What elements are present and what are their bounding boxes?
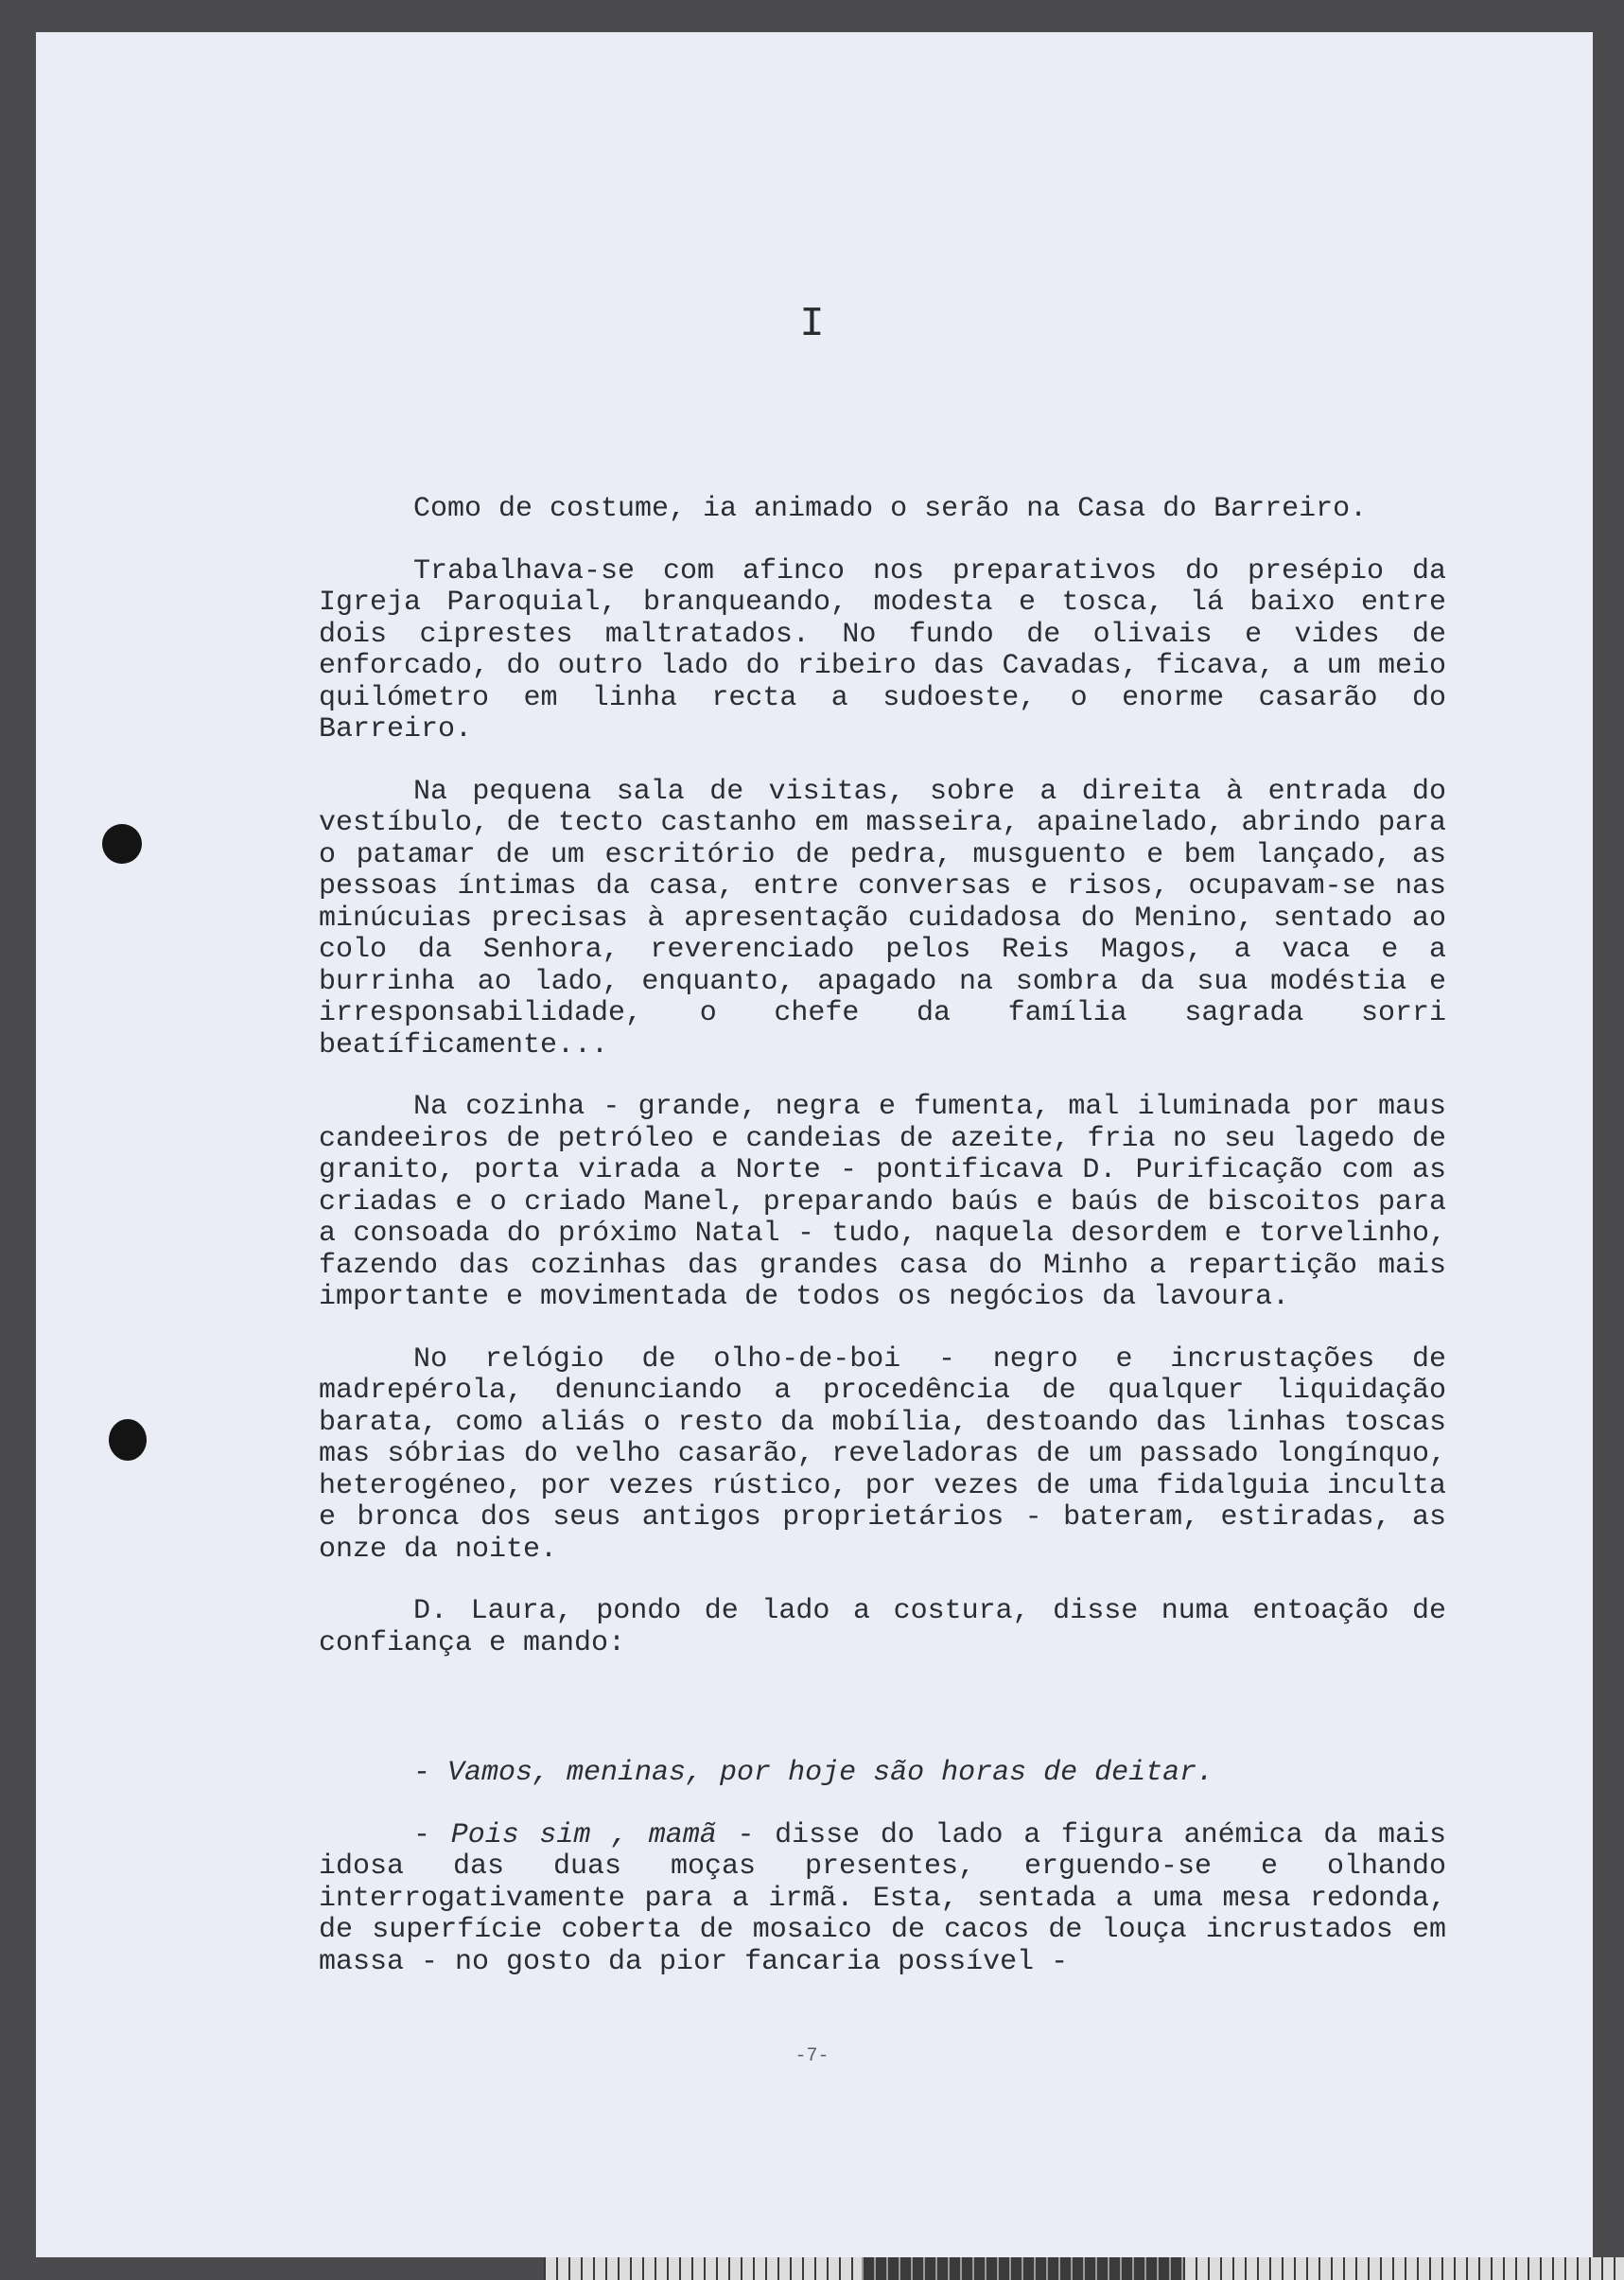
chapter-heading: I — [799, 301, 825, 348]
paragraph-1: Como de costume, ia animado o serão na Casa do Barreiro. — [413, 493, 1368, 525]
scan-ruler — [544, 2257, 1624, 2280]
paragraph-7 — [319, 1820, 1446, 1979]
dialog-line: - Vamos, meninas, por hoje são horas de deitar. — [413, 1757, 1214, 1789]
punch-hole-bottom — [109, 1419, 147, 1461]
paragraph-5: No relógio de olho-de-boi - negro e incrustações de madrepérola, denunciando a procedência de qualquer liquidação barata, como aliás o resto da mobília, destoando das linhas toscas mas sóbrias do velho casarão, reveladoras de um passado longínquo, heterogéneo, por vezes rústico, por vezes de uma fidalguia inculta e bronca dos seus antigos proprietários - bateram, estiradas, as onze da noite. — [319, 1342, 1446, 1566]
paragraph-7-italic: Pois sim , mamã — [450, 1818, 717, 1851]
paragraph-7-rest: - disse do lado a figura anémica da mais idosa das duas moças presentes, erguendo-se e olhando interrogativamente para a irmã. Esta, sentada a uma mesa redonda, de superfície coberta de mosaico de cacos de louça incrustados em massa - no gosto da pior fancaria possível - — [319, 1818, 1446, 1978]
paragraph-3: Na pequena sala de visitas, sobre a direita à entrada do vestíbulo, de tecto castanho em masseira, apainelado, abrindo para o patamar de um escritório de pedra, musguento e bem lançado, as pessoas íntimas da casa, entre conversas e risos, ocupavam-se nas minúcuias precisas à apresentação cuidadosa do Menino, sentado ao colo da Senhora, reverenciado pelos Reis Magos, a vaca e a burrinha ao lado, enquanto, apagado na sombra da sua modéstia e irresponsabilidade, o chefe da família sagrada sorri beatíficamente... — [319, 775, 1446, 1061]
punch-hole-top — [102, 824, 142, 864]
paragraph-7-prefix: - — [413, 1818, 451, 1851]
paragraph-4: Na cozinha - grande, negra e fumenta, mal iluminada por maus candeeiros de petróleo e candeias de azeite, fria no seu lagedo de granito, porta virada a Norte - pontificava D. Purificação com as criadas e o criado Manel, preparando baús e baús de biscoitos para a consoada do próximo Natal - tudo, naquela desordem e torvelinho, fazendo das cozinhas das grandes casa do Minho a repartição mais importante e movimentada de todos os negócios da lavoura. — [319, 1091, 1446, 1313]
paragraph-6: D. Laura, pondo de lado a costura, disse numa entoação de confiança e mando: — [319, 1595, 1446, 1659]
page-number: -7- — [795, 2045, 829, 2067]
body-text-block-1 — [319, 494, 1446, 1659]
body-text-block-2 — [319, 1758, 1446, 1978]
paragraph-2: Trabalhava-se com afinco nos preparativos do presépio da Igreja Paroquial, branqueando, modesta e tosca, lá baixo entre dois ciprestes maltratados. No fundo de olivais e vides de enforcado, do outro lado do ribeiro das Cavadas, ficava, a um meio quilómetro em linha recta a sudoeste, o enorme casarão do Barreiro. — [319, 554, 1446, 745]
